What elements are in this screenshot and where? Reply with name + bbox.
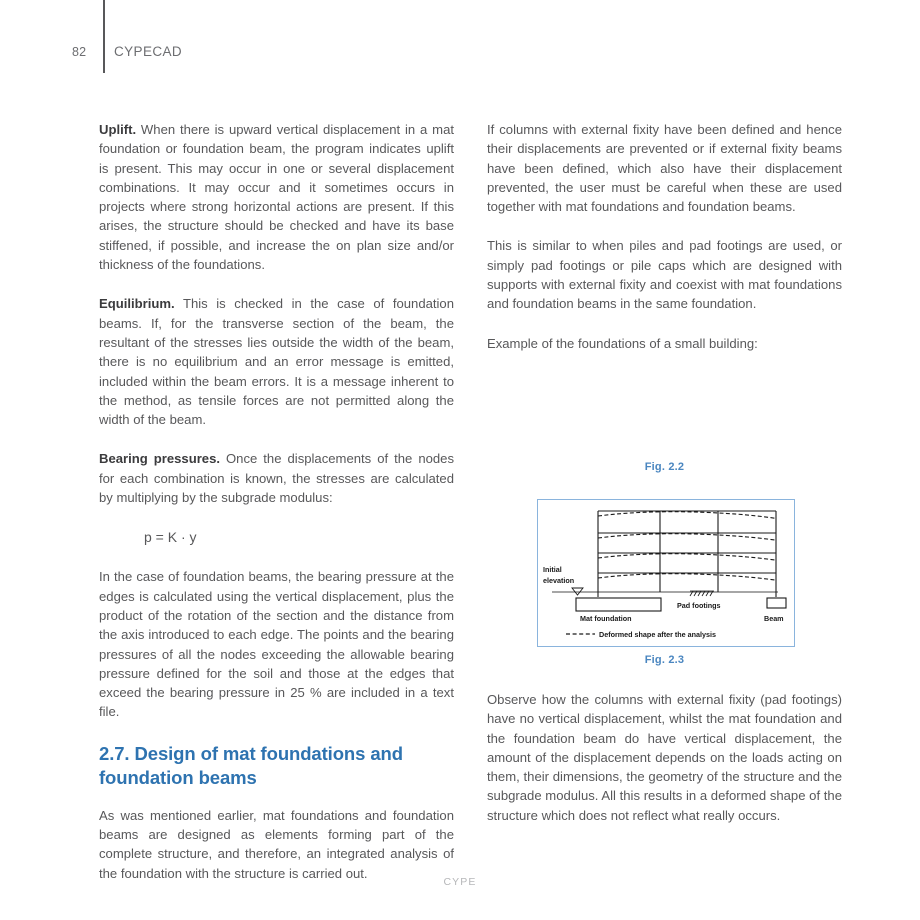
deformed-shape-level-1 bbox=[598, 574, 776, 580]
paragraph-bearing-pressures-lead: Bearing pressures. bbox=[99, 451, 220, 467]
deformed-shape-level-2 bbox=[598, 554, 776, 560]
right-text-column-lower bbox=[487, 690, 842, 825]
paragraph-equilibrium bbox=[99, 294, 454, 429]
figure-caption-2-2: Fig. 2.2 bbox=[644, 461, 685, 473]
right-text-column bbox=[487, 120, 842, 353]
figure-diagram-box bbox=[537, 499, 795, 647]
page-footer: CYPE bbox=[443, 876, 477, 888]
label-mat-foundation: Mat foundation bbox=[580, 614, 632, 623]
mat-foundation-shape bbox=[576, 598, 661, 611]
header-divider-rule bbox=[103, 0, 105, 73]
label-beam: Beam bbox=[764, 614, 784, 623]
paragraph-foundation-beams: In the case of foundation beams, the bearing pressure at the edges is calculated using the vertical displacement, plus the product of the rotation of the section and the distance from the axis introduced to each edge. The points and the bearing pressures of all the nodes exceeding the allowable bearing pressure defined for the soil and those at the edges that exceed the bearing pressure in 25 % are included in a text file. bbox=[99, 569, 454, 720]
paragraph-integrated-analysis: As was mentioned earlier, mat foundations and foundation beams are designed as elements forming part of the complete structure, and therefore, an integrated analysis of the foundation with the structure is carried out. bbox=[99, 807, 454, 881]
paragraph-observe-columns: Observe how the columns with external fixity (pad footings) have no vertical displacement, whilst the mat foundation and the foundation beam do have vertical displacement, the amount of the displacement depends on the loads acting on them, their dimensions, the geometry of the structure and the subgrade modulus. All this results in a deformed shape of the structure which does not reflect what really occurs. bbox=[487, 692, 842, 823]
formula-bearing-pressure: p = K · y bbox=[144, 529, 197, 546]
page-number: 82 bbox=[72, 45, 87, 59]
label-initial-line2: elevation bbox=[543, 576, 575, 585]
figure-caption-2-3: Fig. 2.3 bbox=[644, 654, 685, 666]
paragraph-example-intro: Example of the foundations of a small building: bbox=[487, 335, 758, 351]
legend-label: Deformed shape after the analysis bbox=[599, 630, 717, 639]
beam-footing-shape bbox=[767, 598, 786, 608]
header-title: CYPECAD bbox=[114, 44, 183, 59]
deformed-shape-level-3 bbox=[598, 534, 776, 540]
paragraph-uplift-lead: Uplift. bbox=[99, 122, 137, 137]
section-heading-2-7: 2.7. Design of mat foundations and foundation beams bbox=[99, 742, 403, 788]
paragraph-piles-pad-footings: This is similar to when piles and pad footings are used, or simply pad footings or pile caps which are designed with supports with external fixity and coexist with mat foundations and foundation beams in the same foundation. bbox=[487, 238, 842, 312]
label-pad-footings: Pad footings bbox=[677, 601, 721, 610]
foundation-frame-diagram bbox=[538, 500, 793, 645]
paragraph-bearing-pressures bbox=[99, 449, 454, 507]
page-header bbox=[0, 0, 920, 80]
label-initial-line1: Initial bbox=[543, 565, 562, 574]
paragraph-uplift bbox=[99, 120, 454, 274]
paragraph-equilibrium-text: This is checked in the case of foundation beams. If, for the transverse section of the beam, the resultant of the stresses lies outside the width of the beam, there is no equilibrium and an error message is emitted, included within the beam errors. It is a message inherent to the method, as tensile forces are not permitted along the width of the beam. bbox=[99, 296, 454, 428]
deformed-shape-level-4 bbox=[598, 512, 776, 519]
paragraph-equilibrium-lead: Equilibrium. bbox=[99, 296, 175, 312]
left-text-column bbox=[99, 120, 454, 883]
paragraph-external-fixity: If columns with external fixity have been defined and hence their displacements are prevented or if external fixity beams have been defined, which also have their displacement prevented, the user must be careful when these are used together with mat foundations and foundation beams. bbox=[487, 122, 842, 215]
paragraph-bearing-pressures-text: Once the displacements of the nodes for each combination is known, the stresses are calculated by multiplying by the subgrade modulus: bbox=[99, 451, 455, 506]
paragraph-uplift-text: When there is upward vertical displacement in a mat foundation or foundation beam, the program indicates uplift is present. This may occur in one or several displacement combinations. It may occur and it sometimes occurs in projects where strong horizontal actions are present. If this arises, the structure should be checked and have its base stiffened, if possible, and increase the on plan size and/or thickness of the foundations. bbox=[99, 122, 454, 273]
